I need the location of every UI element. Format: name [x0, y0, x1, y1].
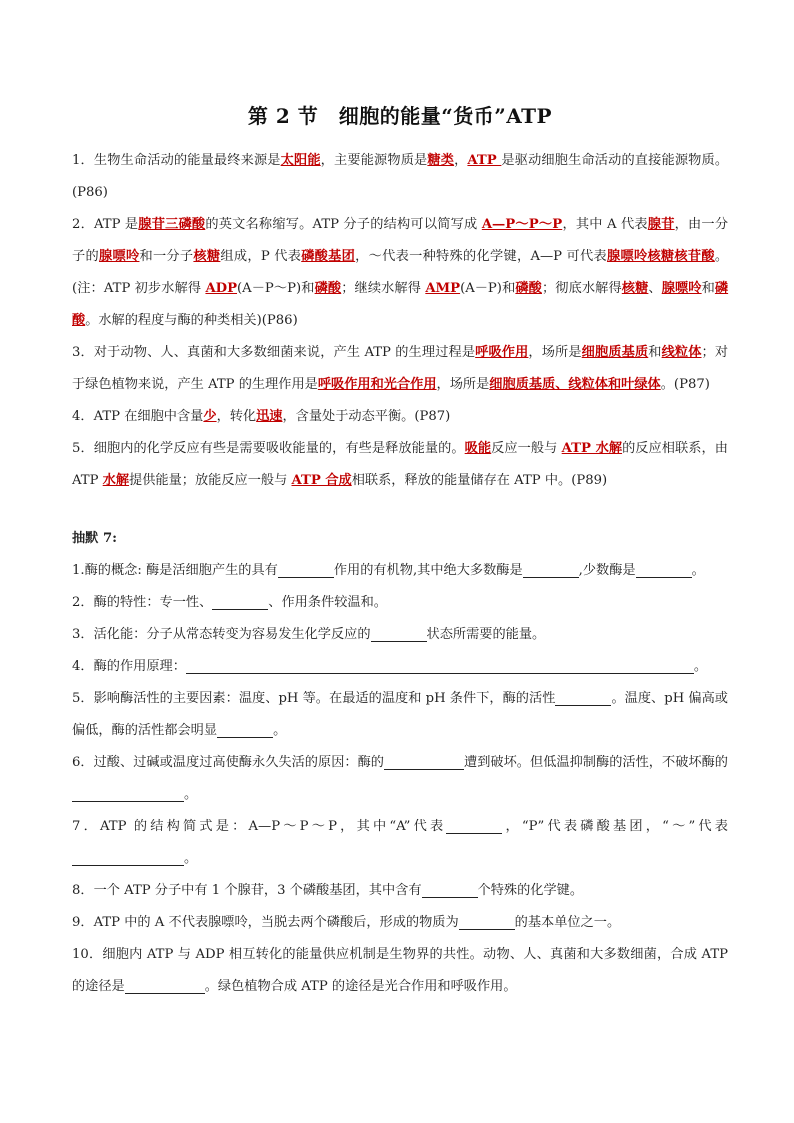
question-1: 1.酶的概念: 酶是活细胞产生的具有 作用的有机物,其中绝大多数酶是 ,少数酶是 。 [72, 563, 705, 578]
question-2: 2．酶的特性：专一性、 、作用条件较温和。 [72, 595, 387, 610]
question-3: 3．活化能：分子从常态转变为容易发生化学反应的 状态所需要的能量。 [72, 627, 546, 642]
item-2: 2．ATP 是腺苷三磷酸的英文名称缩写。ATP 分子的结构可以简写成 A—P～P～P，其中 A 代表腺苷，由一分子的腺嘌呤和一分子核糖组成，P 代表磷酸基团，～代表一种特殊的化学键，A—P 可代表腺嘌呤核糖核苷酸。(注：ATP 初步水解得 ADP(A－P～P)和磷酸；继续水解得 AMP(A－P)和磷酸；彻底水解得核糖、腺嘌呤和磷酸。水解的程度与酶的种类相关)(P86) [72, 217, 729, 328]
answer-blank[interactable] [636, 561, 692, 578]
answer-blank[interactable] [523, 561, 579, 578]
page-title: 第 2 节 细胞的能量“货币”ATP [247, 104, 553, 128]
question-6: 6．过酸、过碱或温度过高使酶永久失活的原因：酶的 遭到破坏。但低温抑制酶的活性，不破坏酶的。 [72, 755, 728, 802]
answer-blank[interactable] [125, 977, 205, 994]
answer-blank[interactable] [212, 593, 268, 610]
answer-blank[interactable] [446, 817, 502, 834]
answer-blank[interactable] [217, 721, 273, 738]
question-7: 7．ATP 的结构简式是：A—P～P～P，其中“A”代表 ，“P”代表磷酸基团，“～”代表。 [72, 819, 728, 866]
answer-blank[interactable] [371, 625, 427, 642]
answer-blank[interactable] [278, 561, 334, 578]
answer-blank[interactable] [72, 785, 184, 802]
question-5: 5．影响酶活性的主要因素：温度、pH 等。在最适的温度和 pH 条件下，酶的活性 。温度、pH 偏高或偏低，酶的活性都会明显 。 [72, 691, 728, 738]
item-5: 5．细胞内的化学反应有些是需要吸收能量的，有些是释放能量的。吸能反应一般与 ATP 水解的反应相联系，由 ATP 水解提供能量；放能反应一般与 ATP 合成相联系，释放的能量储存在 ATP 中。(P89) [72, 441, 728, 488]
answer-blank[interactable] [555, 689, 611, 706]
item-4: 4．ATP 在细胞中含量少，转化迅速，含量处于动态平衡。(P87) [72, 409, 451, 424]
question-8: 8．一个 ATP 分子中有 1 个腺苷，3 个磷酸基团，其中含有 个特殊的化学键。 [72, 883, 584, 898]
document-page [72, 100, 728, 1003]
section-heading: 抽默 7: [72, 531, 118, 546]
question-9: 9．ATP 中的 A 不代表腺嘌呤，当脱去两个磷酸后，形成的物质为 的基本单位之一。 [72, 915, 621, 930]
answer-blank[interactable] [72, 849, 184, 866]
item-1: 1．生物生命活动的能量最终来源是太阳能，主要能源物质是糖类，ATP 是驱动细胞生命活动的直接能源物质。(P86) [72, 153, 729, 200]
answer-blank[interactable] [186, 657, 694, 674]
item-3: 3．对于动物、人、真菌和大多数细菌来说，产生 ATP 的生理过程是呼吸作用，场所是细胞质基质和线粒体；对于绿色植物来说，产生 ATP 的生理作用是呼吸作用和光合作用，场所是细胞质基质、线粒体和叶绿体。(P87) [72, 345, 729, 392]
answer-blank[interactable] [422, 881, 478, 898]
answer-blank[interactable] [459, 913, 515, 930]
question-4: 4．酶的作用原理： 。 [72, 659, 708, 674]
question-10: 10．细胞内 ATP 与 ADP 相互转化的能量供应机制是生物界的共性。动物、人、真菌和大多数细菌，合成 ATP 的途径是 。绿色植物合成 ATP 的途径是光合作用和呼吸作用。 [72, 947, 728, 994]
answer-blank[interactable] [384, 753, 464, 770]
